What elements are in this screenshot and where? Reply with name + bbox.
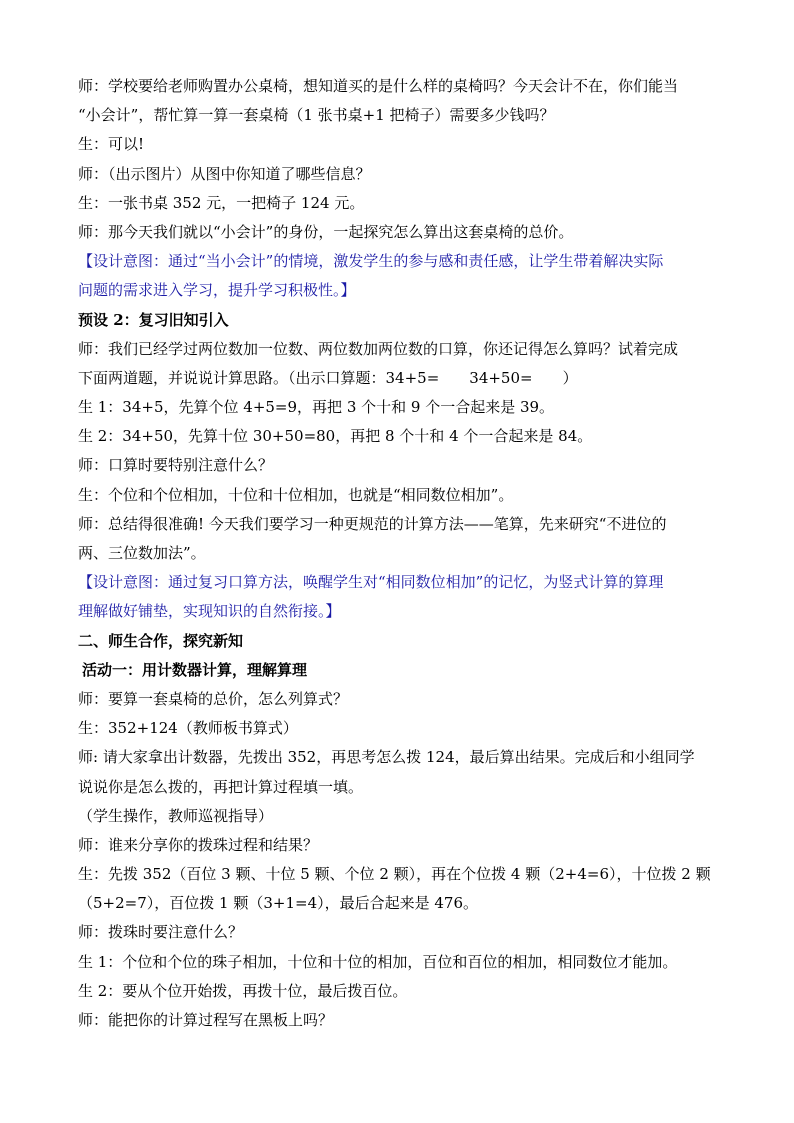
text-line: 下面两道题，并说说计算思路。（出示口算题：34+5= 34+50= ） [78, 368, 578, 387]
text-line: 生 2：34+50，先算十位 30+50=80，再把 8 个十和 4 个一合起来是 84。 [78, 427, 593, 446]
text-line: 师：学校要给老师购置办公桌椅，想知道买的是什么样的桌椅吗？今天会计不在，你们能当 [78, 77, 679, 95]
text-line: 师: 请大家拿出计数器，先拨出 352，再思考怎么拨 124，最后算出结果。完成后和小组同学 [78, 748, 695, 767]
text-line: 说说你是怎么拨的，再把计算过程填一填。 [78, 777, 364, 796]
text-line: （学生操作，教师巡视指导） [78, 806, 274, 825]
text-line: 师：要算一套桌椅的总价，怎么列算式？ [78, 689, 349, 708]
text-line: 生 1：34+5，先算个位 4+5=9，再把 3 个十和 9 个一合起来是 39。 [78, 398, 555, 417]
design-intent-line: 问题的需求进入学习，提升学习积极性。】 [78, 281, 356, 300]
activity-heading: 活动一：用计数器计算，理解算理 [82, 660, 308, 679]
text-line: 生：可以! [78, 135, 145, 154]
design-intent-line: 理解做好铺垫，实现知识的自然衔接。】 [78, 602, 341, 621]
text-line: 两、三位数加法”。 [78, 544, 206, 562]
text-line: 生：352+124（教师板书算式） [78, 719, 298, 738]
text-line: 师：总结得很准确! 今天我们要学习一种更规范的计算方法——笔算，先来研究“不进位的 [78, 514, 667, 533]
text-line: 生：一张书桌 352 元，一把椅子 124 元。 [78, 193, 365, 212]
text-line: 师：谁来分享你的拨珠过程和结果？ [78, 835, 319, 854]
text-line: 师：口算时要特别注意什么？ [78, 456, 274, 475]
text-line: 生 2：要从个位开始拨，再拨十位，最后拨百位。 [78, 981, 408, 1000]
section-heading: 预设 2：复习旧知引入 [78, 310, 229, 329]
text-line: 师：我们已经学过两位数加一位数、两位数加两位数的口算，你还记得怎么算吗？试着完成 [78, 339, 679, 358]
design-intent-line: 【设计意图：通过“当小会计”的情境，激发学生的参与感和责任感，让学生带着解决实际 [78, 252, 664, 271]
text-line: 师：拨珠时要注意什么？ [78, 923, 244, 942]
section-heading: 二、师生合作，探究新知 [78, 631, 244, 650]
text-line: 生：个位和个位相加，十位和十位相加，也就是“相同数位相加”。 [78, 485, 514, 504]
text-line: 师：（出示图片）从图中你知道了哪些信息？ [78, 164, 371, 183]
text-line: 生：先拨 352（百位 3 颗、十位 5 颗、个位 2 颗），再在个位拨 4 颗（2+4=6），十位拨 2 颗 [78, 865, 711, 884]
design-intent-line: 【设计意图：通过复习口算方法，唤醒学生对“相同数位相加”的记忆，为竖式计算的算理 [78, 573, 664, 592]
text-line: （5+2=7），百位拨 1 颗（3+1=4），最后合起来是 476。 [78, 894, 479, 913]
text-line: 师：那今天我们就以“小会计”的身份，一起探究怎么算出这套桌椅的总价。 [78, 222, 574, 241]
document-page [78, 72, 728, 1035]
text-line: “小会计”，帮忙算一算一套桌椅（1 张书桌+1 把椅子）需要多少钱吗？ [78, 106, 555, 125]
text-line: 生 1：个位和个位的珠子相加，十位和十位的相加，百位和百位的相加，相同数位才能加。 [78, 952, 678, 971]
text-line: 师：能把你的计算过程写在黑板上吗？ [78, 1011, 334, 1029]
